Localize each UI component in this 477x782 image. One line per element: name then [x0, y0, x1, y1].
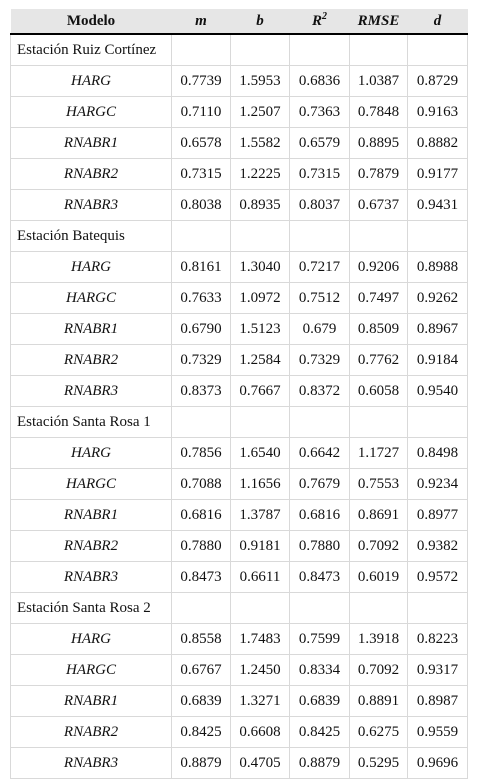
model-name-cell: HARG	[11, 66, 172, 97]
b-cell: 1.2507	[231, 97, 290, 128]
results-table-container	[10, 9, 467, 779]
table-row	[11, 748, 468, 779]
m-cell: 0.6839	[172, 686, 231, 717]
header-b: b	[256, 12, 264, 29]
section-row	[11, 593, 468, 624]
table-row	[11, 655, 468, 686]
d-cell: 0.8977	[408, 500, 468, 531]
m-cell: 0.7088	[172, 469, 231, 500]
table-row	[11, 66, 468, 97]
r2-cell: 0.6642	[290, 438, 350, 469]
empty-cell	[350, 593, 408, 624]
rmse-cell: 0.5295	[350, 748, 408, 779]
empty-cell	[408, 34, 468, 66]
header-d: d	[433, 12, 442, 29]
rmse-cell: 1.3918	[350, 624, 408, 655]
table-row	[11, 717, 468, 748]
empty-cell	[290, 34, 350, 66]
rmse-cell: 0.7848	[350, 97, 408, 128]
model-name-cell: RNABR3	[11, 190, 172, 221]
empty-cell	[231, 34, 290, 66]
r2-cell: 0.6839	[290, 686, 350, 717]
d-cell: 0.8882	[408, 128, 468, 159]
d-cell: 0.8988	[408, 252, 468, 283]
d-cell: 0.8498	[408, 438, 468, 469]
r2-cell: 0.8879	[290, 748, 350, 779]
table-row	[11, 438, 468, 469]
header-r2	[290, 9, 350, 34]
m-cell: 0.8373	[172, 376, 231, 407]
empty-cell	[172, 221, 231, 252]
b-cell: 1.3040	[231, 252, 290, 283]
empty-cell	[408, 407, 468, 438]
header-r2-superscript: 2	[322, 10, 327, 22]
empty-cell	[290, 593, 350, 624]
b-cell: 1.5953	[231, 66, 290, 97]
rmse-cell: 1.1727	[350, 438, 408, 469]
m-cell: 0.6790	[172, 314, 231, 345]
r2-cell: 0.7679	[290, 469, 350, 500]
m-cell: 0.8473	[172, 562, 231, 593]
table-row	[11, 469, 468, 500]
table-row	[11, 531, 468, 562]
section-title: Estación Ruiz Cortínez	[11, 34, 172, 66]
empty-cell	[408, 593, 468, 624]
model-name-cell: HARG	[11, 252, 172, 283]
m-cell: 0.7880	[172, 531, 231, 562]
d-cell: 0.9234	[408, 469, 468, 500]
rmse-cell: 0.7092	[350, 531, 408, 562]
b-cell: 0.8935	[231, 190, 290, 221]
rmse-cell: 0.7092	[350, 655, 408, 686]
table-row	[11, 159, 468, 190]
b-cell: 0.6611	[231, 562, 290, 593]
b-cell: 1.5582	[231, 128, 290, 159]
model-name-cell: RNABR1	[11, 314, 172, 345]
b-cell: 1.3787	[231, 500, 290, 531]
d-cell: 0.8967	[408, 314, 468, 345]
empty-cell	[172, 593, 231, 624]
d-cell: 0.9431	[408, 190, 468, 221]
rmse-cell: 0.6737	[350, 190, 408, 221]
r2-cell: 0.7329	[290, 345, 350, 376]
d-cell: 0.9540	[408, 376, 468, 407]
r2-cell: 0.7599	[290, 624, 350, 655]
m-cell: 0.7856	[172, 438, 231, 469]
m-cell: 0.6578	[172, 128, 231, 159]
header-row	[11, 9, 468, 34]
table-header	[11, 9, 468, 34]
r2-cell: 0.8425	[290, 717, 350, 748]
model-name-cell: RNABR1	[11, 686, 172, 717]
table-row	[11, 624, 468, 655]
d-cell: 0.9184	[408, 345, 468, 376]
header-m: m	[195, 12, 207, 29]
r2-cell: 0.7512	[290, 283, 350, 314]
empty-cell	[231, 593, 290, 624]
rmse-cell: 0.8891	[350, 686, 408, 717]
rmse-cell: 0.7762	[350, 345, 408, 376]
b-cell: 1.7483	[231, 624, 290, 655]
model-name-cell: HARGC	[11, 283, 172, 314]
model-name-cell: HARGC	[11, 469, 172, 500]
b-cell: 0.7667	[231, 376, 290, 407]
empty-cell	[231, 407, 290, 438]
b-cell: 1.1656	[231, 469, 290, 500]
d-cell: 0.9317	[408, 655, 468, 686]
rmse-cell: 0.9206	[350, 252, 408, 283]
d-cell: 0.8223	[408, 624, 468, 655]
b-cell: 1.5123	[231, 314, 290, 345]
r2-cell: 0.6816	[290, 500, 350, 531]
section-row	[11, 34, 468, 66]
m-cell: 0.6767	[172, 655, 231, 686]
model-name-cell: RNABR2	[11, 345, 172, 376]
table-row	[11, 190, 468, 221]
table-row	[11, 97, 468, 128]
m-cell: 0.7110	[172, 97, 231, 128]
d-cell: 0.9572	[408, 562, 468, 593]
b-cell: 1.0972	[231, 283, 290, 314]
m-cell: 0.8161	[172, 252, 231, 283]
table-row	[11, 686, 468, 717]
table-row	[11, 345, 468, 376]
model-name-cell: HARG	[11, 438, 172, 469]
empty-cell	[172, 407, 231, 438]
rmse-cell: 0.6275	[350, 717, 408, 748]
m-cell: 0.8879	[172, 748, 231, 779]
section-title: Estación Santa Rosa 1	[11, 407, 172, 438]
m-cell: 0.8425	[172, 717, 231, 748]
empty-cell	[231, 221, 290, 252]
model-name-cell: RNABR2	[11, 717, 172, 748]
rmse-cell: 0.6019	[350, 562, 408, 593]
empty-cell	[350, 34, 408, 66]
empty-cell	[350, 407, 408, 438]
m-cell: 0.8038	[172, 190, 231, 221]
m-cell: 0.6816	[172, 500, 231, 531]
r2-cell: 0.8334	[290, 655, 350, 686]
model-name-cell: HARGC	[11, 655, 172, 686]
section-row	[11, 221, 468, 252]
d-cell: 0.9382	[408, 531, 468, 562]
model-name-cell: RNABR3	[11, 748, 172, 779]
empty-cell	[290, 407, 350, 438]
table-row	[11, 283, 468, 314]
section-row	[11, 407, 468, 438]
b-cell: 1.2225	[231, 159, 290, 190]
r2-cell: 0.6836	[290, 66, 350, 97]
empty-cell	[172, 34, 231, 66]
b-cell: 1.3271	[231, 686, 290, 717]
model-name-cell: HARGC	[11, 97, 172, 128]
m-cell: 0.8558	[172, 624, 231, 655]
empty-cell	[350, 221, 408, 252]
b-cell: 0.4705	[231, 748, 290, 779]
section-title: Estación Batequis	[11, 221, 172, 252]
model-name-cell: RNABR2	[11, 531, 172, 562]
r2-cell: 0.7217	[290, 252, 350, 283]
table-row	[11, 128, 468, 159]
d-cell: 0.8729	[408, 66, 468, 97]
rmse-cell: 0.7879	[350, 159, 408, 190]
r2-cell: 0.679	[290, 314, 350, 345]
header-modelo: Modelo	[66, 12, 116, 29]
empty-cell	[290, 221, 350, 252]
r2-cell: 0.8473	[290, 562, 350, 593]
table-row	[11, 252, 468, 283]
r2-cell: 0.8037	[290, 190, 350, 221]
header-rmse: RMSE	[357, 12, 400, 29]
b-cell: 0.6608	[231, 717, 290, 748]
rmse-cell: 0.8509	[350, 314, 408, 345]
rmse-cell: 0.8691	[350, 500, 408, 531]
table-row	[11, 376, 468, 407]
results-table	[10, 9, 468, 779]
m-cell: 0.7329	[172, 345, 231, 376]
d-cell: 0.9696	[408, 748, 468, 779]
section-title: Estación Santa Rosa 2	[11, 593, 172, 624]
d-cell: 0.9163	[408, 97, 468, 128]
m-cell: 0.7315	[172, 159, 231, 190]
table-body	[11, 34, 468, 779]
d-cell: 0.9177	[408, 159, 468, 190]
rmse-cell: 0.7497	[350, 283, 408, 314]
table-row	[11, 314, 468, 345]
header-r2-base: R	[311, 12, 322, 29]
model-name-cell: RNABR1	[11, 500, 172, 531]
rmse-cell: 0.8895	[350, 128, 408, 159]
m-cell: 0.7633	[172, 283, 231, 314]
model-name-cell: HARG	[11, 624, 172, 655]
rmse-cell: 1.0387	[350, 66, 408, 97]
r2-cell: 0.7363	[290, 97, 350, 128]
b-cell: 1.6540	[231, 438, 290, 469]
r2-cell: 0.7315	[290, 159, 350, 190]
b-cell: 1.2584	[231, 345, 290, 376]
model-name-cell: RNABR3	[11, 376, 172, 407]
model-name-cell: RNABR2	[11, 159, 172, 190]
d-cell: 0.9559	[408, 717, 468, 748]
r2-cell: 0.8372	[290, 376, 350, 407]
table-row	[11, 500, 468, 531]
rmse-cell: 0.6058	[350, 376, 408, 407]
r2-cell: 0.6579	[290, 128, 350, 159]
b-cell: 1.2450	[231, 655, 290, 686]
model-name-cell: RNABR3	[11, 562, 172, 593]
d-cell: 0.8987	[408, 686, 468, 717]
table-row	[11, 562, 468, 593]
r2-cell: 0.7880	[290, 531, 350, 562]
model-name-cell: RNABR1	[11, 128, 172, 159]
b-cell: 0.9181	[231, 531, 290, 562]
rmse-cell: 0.7553	[350, 469, 408, 500]
d-cell: 0.9262	[408, 283, 468, 314]
empty-cell	[408, 221, 468, 252]
m-cell: 0.7739	[172, 66, 231, 97]
